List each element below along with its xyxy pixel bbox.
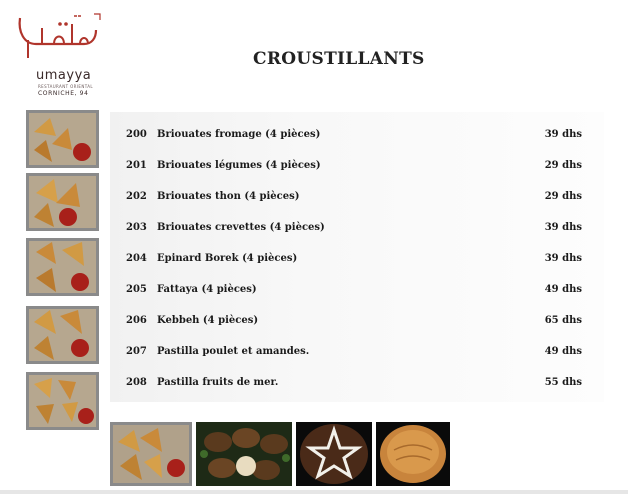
menu-item — [110, 372, 604, 392]
item-name: Fattaya (4 pièces) — [157, 284, 257, 295]
food-photo-pastilla-mer — [376, 422, 450, 486]
item-price: 49 dhs — [544, 284, 582, 295]
brand-tagline: RESTAURANT ORIENTAL — [38, 84, 94, 89]
food-photo-briouates — [26, 306, 99, 364]
item-name: Epinard Borek (4 pièces) — [157, 253, 298, 264]
restaurant-logo — [14, 10, 104, 100]
food-photo-pastilla-poulet — [296, 422, 372, 486]
menu-item — [110, 217, 604, 237]
bottom-divider — [0, 490, 628, 494]
item-price: 49 dhs — [544, 346, 582, 357]
food-photo-briouates — [26, 110, 99, 168]
item-name: Kebbeh (4 pièces) — [157, 315, 259, 326]
item-price: 29 dhs — [544, 160, 582, 171]
item-number: 202 — [126, 191, 147, 202]
menu-list — [110, 112, 604, 402]
menu-item — [110, 124, 604, 144]
item-price: 39 dhs — [544, 222, 582, 233]
item-name: Briouates fromage (4 pièces) — [157, 129, 321, 140]
food-photo-fattaya — [110, 422, 192, 486]
item-name: Briouates thon (4 pièces) — [157, 191, 300, 202]
item-name: Pastilla fruits de mer. — [157, 377, 279, 388]
item-name: Pastilla poulet et amandes. — [157, 346, 310, 357]
item-name: Briouates légumes (4 pièces) — [157, 160, 321, 171]
item-number: 204 — [126, 253, 147, 264]
item-price: 39 dhs — [544, 253, 582, 264]
item-name: Briouates crevettes (4 pièces) — [157, 222, 325, 233]
item-number: 205 — [126, 284, 147, 295]
menu-item — [110, 155, 604, 175]
food-photo-briouates — [26, 372, 99, 430]
item-number: 207 — [126, 346, 147, 357]
food-photo-kebbeh — [196, 422, 292, 486]
item-number: 208 — [126, 377, 147, 388]
page-title: CROUSTILLANTS — [253, 49, 425, 69]
menu-item — [110, 310, 604, 330]
item-number: 201 — [126, 160, 147, 171]
menu-item — [110, 341, 604, 361]
item-number: 206 — [126, 315, 147, 326]
arabic-calligraphy-logo — [14, 10, 104, 66]
item-price: 29 dhs — [544, 191, 582, 202]
item-price: 55 dhs — [544, 377, 582, 388]
menu-item — [110, 186, 604, 206]
menu-item — [110, 279, 604, 299]
food-photo-briouates — [26, 173, 99, 231]
brand-name: umayya — [36, 68, 92, 83]
menu-item — [110, 248, 604, 268]
item-price: 39 dhs — [544, 129, 582, 140]
item-number: 200 — [126, 129, 147, 140]
food-photo-briouates — [26, 238, 99, 296]
item-price: 65 dhs — [544, 315, 582, 326]
brand-location: CORNICHE, 94 — [38, 90, 89, 97]
item-number: 203 — [126, 222, 147, 233]
